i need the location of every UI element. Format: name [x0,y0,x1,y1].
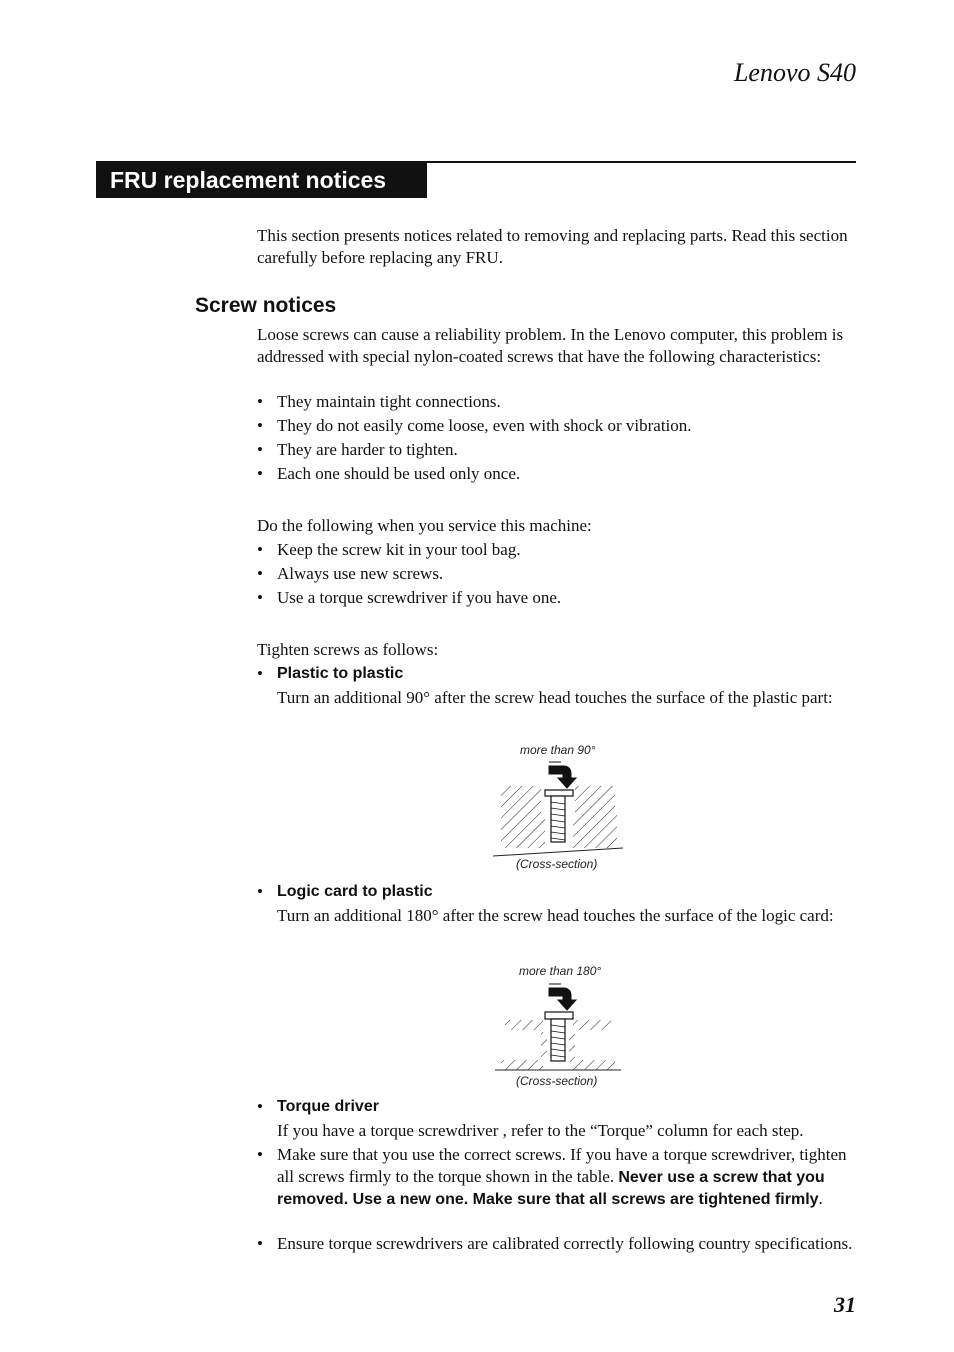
bullet-glyph: • [257,882,263,901]
screw-paragraph-3: Tighten screws as follows: [257,640,439,659]
list-item-text: Keep the screw kit in your tool bag. [277,540,521,559]
bullet-glyph: • [257,588,263,607]
logic-text: Turn an additional 180° after the screw head touches the surface of the logic card: [277,906,834,925]
correct-screws-text [277,1144,857,1211]
logic-figure-top-label: more than 180° [519,964,602,978]
list-item-text: Each one should be used only once. [277,464,521,483]
screw-notices-heading: Screw notices [195,294,337,317]
list-item-text: They do not easily come loose, even with shock or vibration. [277,416,692,435]
bullet-glyph: • [257,392,263,411]
bullet-glyph: • [257,416,263,435]
bullet-glyph: • [257,464,263,483]
bullet-glyph: • [257,664,263,683]
bullet-glyph: • [257,540,263,559]
correct-screws-bold: Never use a screw that you removed. Use a new one. Make sure that all screws are tightened firmly [277,1168,825,1208]
bullet-glyph: • [257,1145,263,1164]
header-product: Lenovo S40 [733,58,856,87]
torque-label: Torque driver [277,1098,379,1115]
screw-paragraph-2: Do the following when you service this machine: [257,516,592,535]
list-item-text: They maintain tight connections. [277,392,501,411]
screw-paragraph-1: Loose screws can cause a reliability problem. In the Lenovo computer, this problem is addressed with special nylon-coated screws that have the following characteristics: [257,325,844,366]
torque-text: If you have a torque screwdriver , refer to the “Torque” column for each step. [277,1121,804,1140]
plastic-figure-top-label: more than 90° [520,743,596,757]
bullet-glyph: • [257,440,263,459]
list-item-text: Always use new screws. [277,564,444,583]
calibrate-text: Ensure torque screwdrivers are calibrated correctly following country specifications. [277,1234,853,1253]
list-item-text: They are harder to tighten. [277,440,458,459]
section-title: FRU replacement notices [110,167,387,193]
intro-paragraph: This section presents notices related to removing and replacing parts. Read this section carefully before replacing any FRU. [257,226,848,267]
plastic-figure-bottom-label: (Cross-section) [516,857,598,871]
logic-figure-bottom-label: (Cross-section) [516,1074,598,1088]
correct-screws-end: . [818,1189,823,1208]
logic-label: Logic card to plastic [277,883,433,900]
screw-180-figure [493,980,625,1074]
bullet-glyph: • [257,1234,263,1253]
plastic-text: Turn an additional 90° after the screw head touches the surface of the plastic part: [277,688,833,707]
bullet-glyph: • [257,1097,263,1116]
correct-screws-plain: Make sure that you use the correct screws. If you have a torque screwdriver, tighten all screws firmly to the torque shown in the table. [277,1145,847,1186]
list-item-text: Use a torque screwdriver if you have one. [277,588,562,607]
page-number: 31 [834,1292,856,1317]
plastic-label: Plastic to plastic [277,665,404,682]
screw-90-figure [493,758,625,858]
bullet-glyph: • [257,564,263,583]
